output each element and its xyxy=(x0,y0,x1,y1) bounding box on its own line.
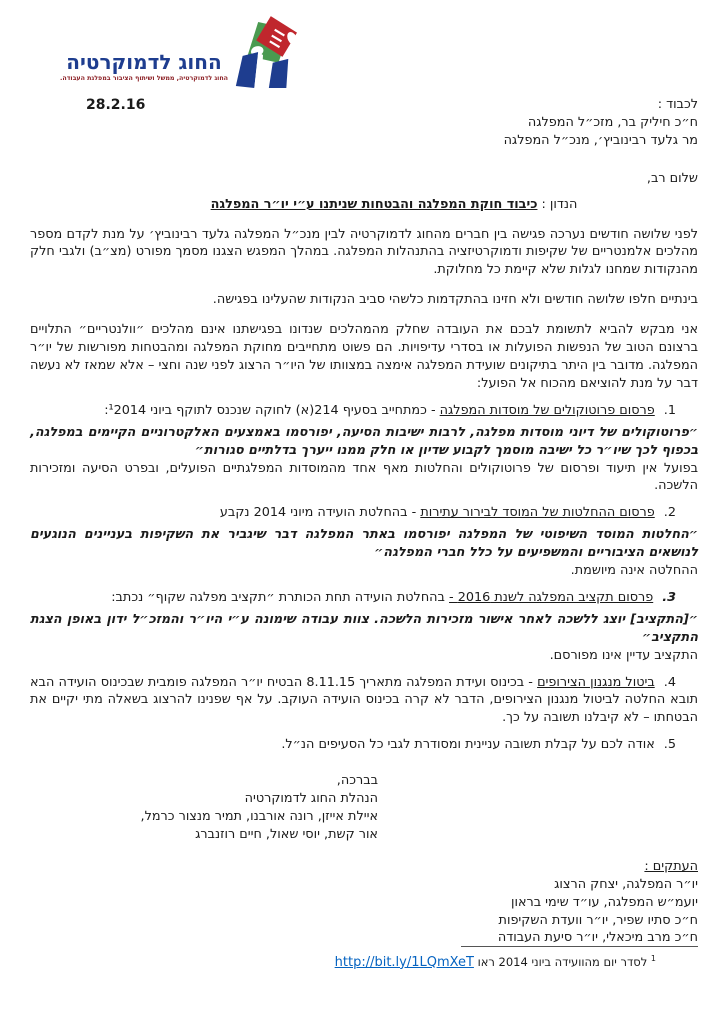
paragraph-1: לפני שלושה חודשים נערכה פגישה בין חברים מהחוג לדמוקרטיה לבין מנכ״ל המפלגה גלעד רבינוביץ׳ על מנת לקדם מספר מהלכים אלמנטריים של שקיפות ודמוקרטיזציה בהתנהלות המפלגה. במהלך המפגש הצגנו מסמך מפורט (מצ״ב) ולגבי חלק מהנקודות שמחנו לגלות שלא קיימת כל מחלוקת. xyxy=(30,226,698,278)
subject-line xyxy=(60,196,724,214)
copies-line: יו״ר המפלגה, יצחק הרצוג xyxy=(554,876,698,892)
item-number: 2. xyxy=(663,505,676,521)
signature-line: אור קשת, יוסי שאול, חיים רוזנברג xyxy=(195,826,378,842)
date-addressee-row xyxy=(30,96,698,150)
addressee-block xyxy=(504,96,698,150)
list-item-5 xyxy=(30,736,698,754)
item-title: פרסום פרוטוקולים של מוסדות המפלגה xyxy=(439,402,655,418)
item-text: אודה לכם על קבלת תשובה עניינית ומסודרת לגבי כל הסעיפים הנ״ל. xyxy=(281,737,655,753)
item-1-note: בפועל אין תיעוד ופרסום של פרוטוקולים והחלטות מאף אחד מהמוסדות המפלגתיים הפועלים, ובפרט הסיעה ומזכירות הלשכה. xyxy=(30,460,698,494)
item-number: 3. xyxy=(662,589,676,605)
signature-line: איילת אייזן, רונה אורבנו, תמיר מנצור כרמל, xyxy=(140,809,378,824)
greeting: שלום רב, xyxy=(646,170,698,186)
footnote-link[interactable]: http://bit.ly/1LQmXeT xyxy=(334,954,474,970)
item-3-note: התקציב עדיין אינו מפורסם. xyxy=(549,647,698,663)
item-3-quote: ״[התקציב] יוצג ללשכה לאחר אישור מזכירות הלשכה. צוות עבודה שימונה ע״י היו״ר והמזכ״ל ידון באופן הצגת התקציב״ xyxy=(30,611,698,645)
org-logo xyxy=(60,16,297,90)
item-text: - כמתחייב בסעיף 214(א) לחוקה שנכנס לתוקף ביוני ¹2014: xyxy=(104,402,440,418)
item-2-quote: ״החלטות המוסד השיפוטי של המפלגה יפורסמו באתר המפלגה דבר שיגביר את השקיפות בעניינים הנוגעים לנושאים הציבוריים והמשפיעים על כלל חברי המפלגה״ xyxy=(30,527,698,561)
letter-header xyxy=(30,16,698,90)
addressee-line: מר גלעד רבינוביץ׳, מנכ״ל המפלגה xyxy=(503,132,698,148)
letter-date: 28.2.16 xyxy=(86,97,146,113)
org-logo-text xyxy=(60,51,228,90)
copies-block xyxy=(30,858,698,948)
signature-line: הנהלת החוג לדמוקרטיה xyxy=(244,791,378,807)
item-text: - בהחלטת הועידה מיוני 2014 נקבע xyxy=(219,505,421,521)
footnote-marker: 1 xyxy=(650,953,656,963)
footnote-text: לסדר יום מהוועידה ביוני 2014 ראו xyxy=(473,954,651,969)
item-text: בהחלטת הועידה תחת הכותרת ״תקציב מפלגה שקוף״ נכתב: xyxy=(111,589,450,605)
item-title: פרסום תקציב המפלגה לשנת 2016 - xyxy=(449,589,654,605)
list-item-4 xyxy=(30,674,698,728)
list-item-2 xyxy=(30,504,698,522)
item-number: 5. xyxy=(663,737,676,753)
addressee-salutation: לכבוד : xyxy=(657,97,698,112)
list-item-3 xyxy=(30,589,698,607)
signature-line: בברכה, xyxy=(336,773,378,789)
footnote-text-line xyxy=(30,954,698,972)
item-1-quote: ״פרוטוקולים של דיוני מוסדות מפלגה, לרבות ישיבות הסיעה, יפורסמו באמצעים האלקטרוניים הקיימים במפלגה, בכפוף לכך שיו״ר כל ישיבה מוסמך לקבוע שדיון או חלק ממנו ייערך בדלתיים סגורות״ xyxy=(30,424,698,458)
footnote xyxy=(30,946,698,972)
signature-block xyxy=(141,772,379,844)
copies-line: ח״כ מרב מיכאלי, יו״ר סיעת העבודה xyxy=(497,930,698,946)
subject-label: הנדון : xyxy=(541,196,578,212)
paragraph-3: אני מבקש להביא לתשומת לבכם את העובדה שחלק מהמהלכים שנדונו בפגישתנו אינם מהלכים ״וולנטריים״ התלויים ברצונם הטוב של הנפשות הפועלות או בסדרי עדיפויות. הם פשוט מתחייבים מחוקת המפלגה ומהבטחות מפורשות של יו״ר המפלגה. מדובר בין היתר בתיקונים שועידת המפלגה אימצה במצוותו של היו״ר הרצוג לפני שנה וחצי – אלא שמאז לא נעשה דבר על מנת להוציאם מהכוח אל הפועל: xyxy=(30,322,698,391)
paragraph-2: בינתיים חלפו שלושה חודשים ולא חזינו בהתקדמות כלשהי סביב הנקודות שהעלינו בפגישה. xyxy=(212,292,698,308)
copies-line: יועמ״ש המפלגה, עו״ד שימי בראון xyxy=(510,894,698,910)
item-text: - בכינוס ועידת המפלגה מתאריך 8.11.15 הבטיח יו״ר המפלגה פומבית שבכינוס הועידה הבא תובא החלטה לביטול מנגנון הצירופים, הדבר לא קרה בכינוס הועידה העוקב. על אף שפנינו להרצוג בשאלה מתי יקיים את הבטחתו – לא קיבלנו תשובה על כך. xyxy=(30,674,698,726)
footnote-separator xyxy=(461,946,698,947)
item-title: פרסום ההחלטות של המוסד לבירור עתירות xyxy=(420,505,655,521)
copies-heading: העתקים : xyxy=(644,858,698,874)
org-logo-wordmark: החוג לדמוקרטיה xyxy=(66,50,222,75)
org-logo-tagline: החוג לדמוקרטיה, ממשל ושיתוף הציבור במפלגת העבודה. xyxy=(60,75,228,83)
ballot-hand-logo-icon xyxy=(231,16,297,90)
list-item-1 xyxy=(30,402,698,420)
item-title: ביטול מנגנון הצירופים xyxy=(537,674,655,690)
item-2-note: ההחלטה אינה מיושמת. xyxy=(570,563,698,579)
item-number: 4. xyxy=(663,674,676,690)
item-number: 1. xyxy=(663,402,676,418)
copies-line: ח״כ סתיו שפיר, יו״ר וועדת השקיפות xyxy=(498,912,698,928)
addressee-line: ח״כ חיליק בר, מזכ״ל המפלגה xyxy=(527,114,698,130)
subject-text: כיבוד חוקת המפלגה והבטחות שניתנו ע״י יו״ר המפלגה xyxy=(210,196,538,212)
